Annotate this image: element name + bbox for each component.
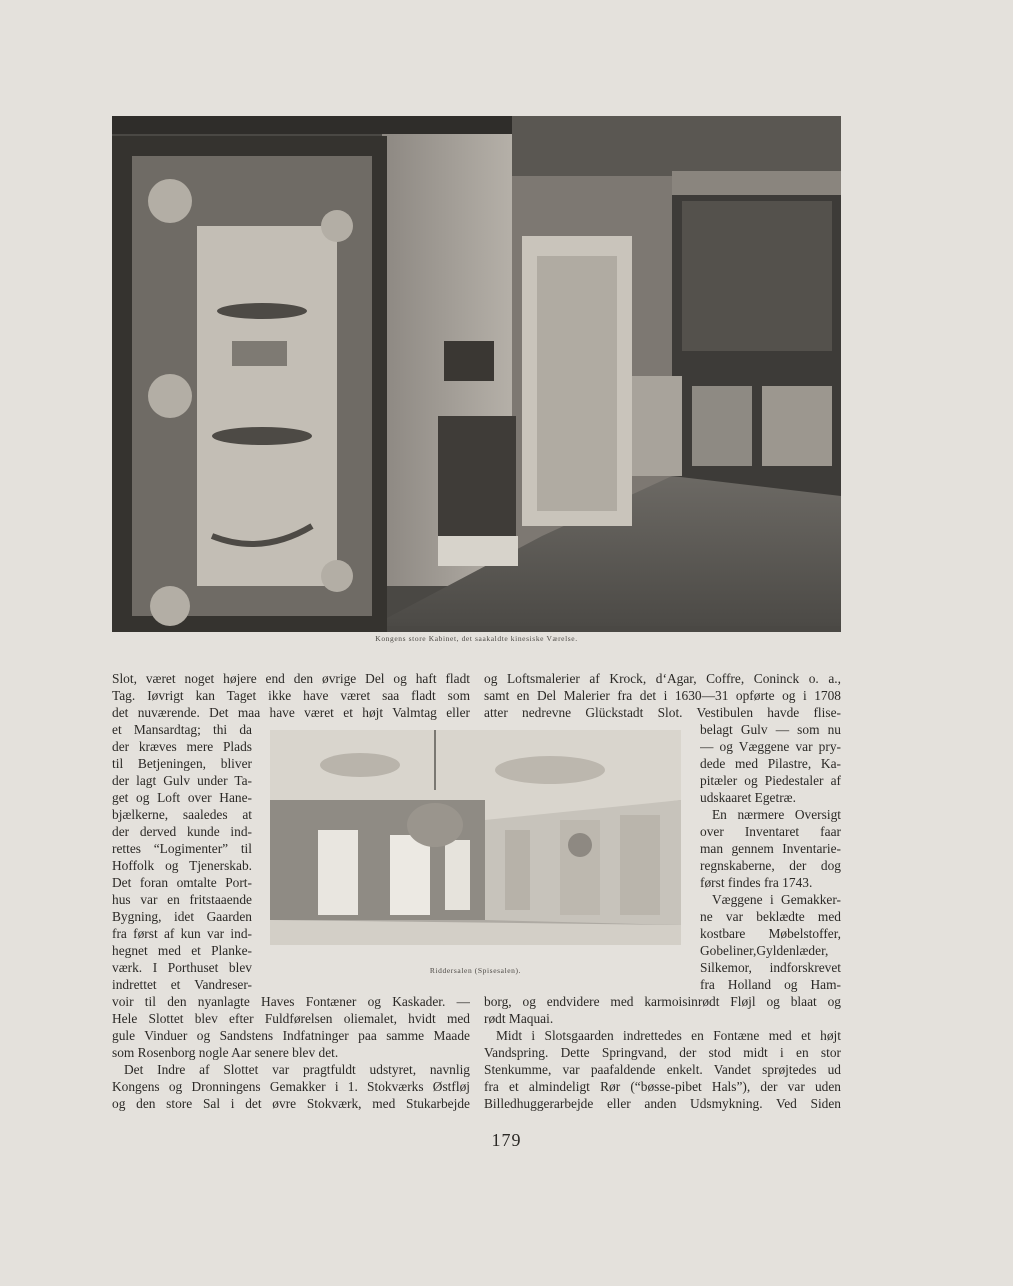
text-line: Tag. Iøvrigt kan Taget ikke have været saa fladt som [112, 688, 470, 703]
page-number: 179 [491, 1130, 522, 1150]
text-line: Gobeliner,Gyldenlæder, [700, 943, 829, 958]
text-line: og den store Sal i det øvre Stokværk, med Stukarbejde [112, 1096, 470, 1111]
text-line: Billedhuggerarbejde eller anden Udsmykning. Ved Siden [484, 1096, 841, 1111]
text-line: Slot, været noget højere end den øvrige Del og haft fladt [112, 671, 470, 686]
text-line: fra Holland og Ham- [700, 977, 841, 992]
text-line: borg, og endvidere med karmoisinrødt Fløjl og blaat og [484, 994, 841, 1009]
text-line: samt en Del Malerier fra det i 1630—31 opførte og i 1708 [484, 688, 841, 703]
text-line: Silkemor, indforskrevet [700, 960, 841, 975]
text-line: pitæler og Piedestaler af [700, 773, 841, 788]
text-line: — og Væggene var pry- [700, 739, 841, 754]
text-line: rettes “Logimenter” til [112, 841, 252, 856]
text-line: voir til den nyanlagte Haves Fontæner og Kaskader. — [112, 994, 470, 1009]
text-line: Det foran omtalte Port- [112, 875, 252, 890]
text-line: atter nedrevne Glückstadt Slot. Vestibulen havde flise- [484, 705, 841, 720]
photo-riddersalen-image [270, 730, 681, 945]
text-line: En nærmere Oversigt [712, 807, 841, 822]
text-line: der lagt Gulv under Ta- [112, 773, 252, 788]
text-line: dede med Pilastre, Ka- [700, 756, 841, 771]
text-line: fra først af kun var ind- [112, 926, 252, 941]
text-line: værk. I Porthuset blev [112, 960, 252, 975]
text-line: det nuværende. Det maa have været et højt Valmtag eller [112, 705, 470, 720]
text-line: som Rosenborg nogle Aar senere blev det. [112, 1045, 339, 1060]
text-line: Det Indre af Slottet var pragtfuldt udstyret, navnlig [124, 1062, 470, 1077]
text-line: belagt Gulv — som nu [700, 722, 841, 737]
text-line: hegnet med et Planke- [112, 943, 252, 958]
text-line: get og Loft over Hane- [112, 790, 252, 805]
text-line: Hele Slottet blev efter Fuldførelsen oliemalet, hvidt med [112, 1011, 470, 1026]
text-line: ne var beklædte med [700, 909, 841, 924]
photo-chinese-room [112, 116, 841, 632]
text-line: indrettet et Vandreser- [112, 977, 252, 992]
text-line: kostbare Møbelstoffer, [700, 926, 841, 941]
text-line: bjælkerne, saaledes at [112, 807, 252, 822]
text-line: gule Vinduer og Sandstens Indfatninger paa samme Maade [112, 1028, 470, 1043]
text-line: til Betjeningen, bliver [112, 756, 252, 771]
text-line: først findes fra 1743. [700, 875, 813, 890]
text-line: og Loftsmalerier af Krock, d‘Agar, Coffre, Coninck o. a., [484, 671, 841, 686]
text-line: over Inventaret faar [700, 824, 841, 839]
text-line: Kongens og Dronningens Gemakker i 1. Stokværks Østfløj [112, 1079, 470, 1094]
caption-middle-photo: Riddersalen (Spisesalen). [429, 966, 522, 975]
text-line: rødt Maquai. [484, 1011, 554, 1026]
text-line: Væggene i Gemakker- [712, 892, 841, 907]
text-line: udskaaret Egetræ. [700, 790, 796, 805]
text-line: et Mansardtag; thi da [112, 722, 252, 737]
text-line: hus var en fritstaaende [112, 892, 252, 907]
text-line: Bygning, idet Gaarden [112, 909, 252, 924]
text-line: der derved kunde ind- [112, 824, 252, 839]
photo-riddersalen [270, 730, 681, 945]
photo-chinese-room-image [112, 116, 841, 632]
caption-top-photo: Kongens store Kabinet, det saakaldte kinesiske Værelse. [375, 634, 578, 643]
text-line: Midt i Slotsgaarden indrettedes en Fontæne med et højt [496, 1028, 841, 1043]
text-line: fra et almindeligt Rør (“bøsse-pibet Hals”), der var uden [484, 1079, 841, 1094]
text-line: der kræves mere Plads [112, 739, 252, 754]
text-line: Hoffolk og Tjenerskab. [112, 858, 252, 873]
text-line: Vandspring. Dette Springvand, der stod midt i en stor [484, 1045, 841, 1060]
text-line: Stenkumme, var paafaldende enkelt. Vandet sprøjtedes ud [484, 1062, 841, 1077]
text-line: regnskaberne, der dog [700, 858, 841, 873]
text-line: man gennem Inventarie- [700, 841, 841, 856]
